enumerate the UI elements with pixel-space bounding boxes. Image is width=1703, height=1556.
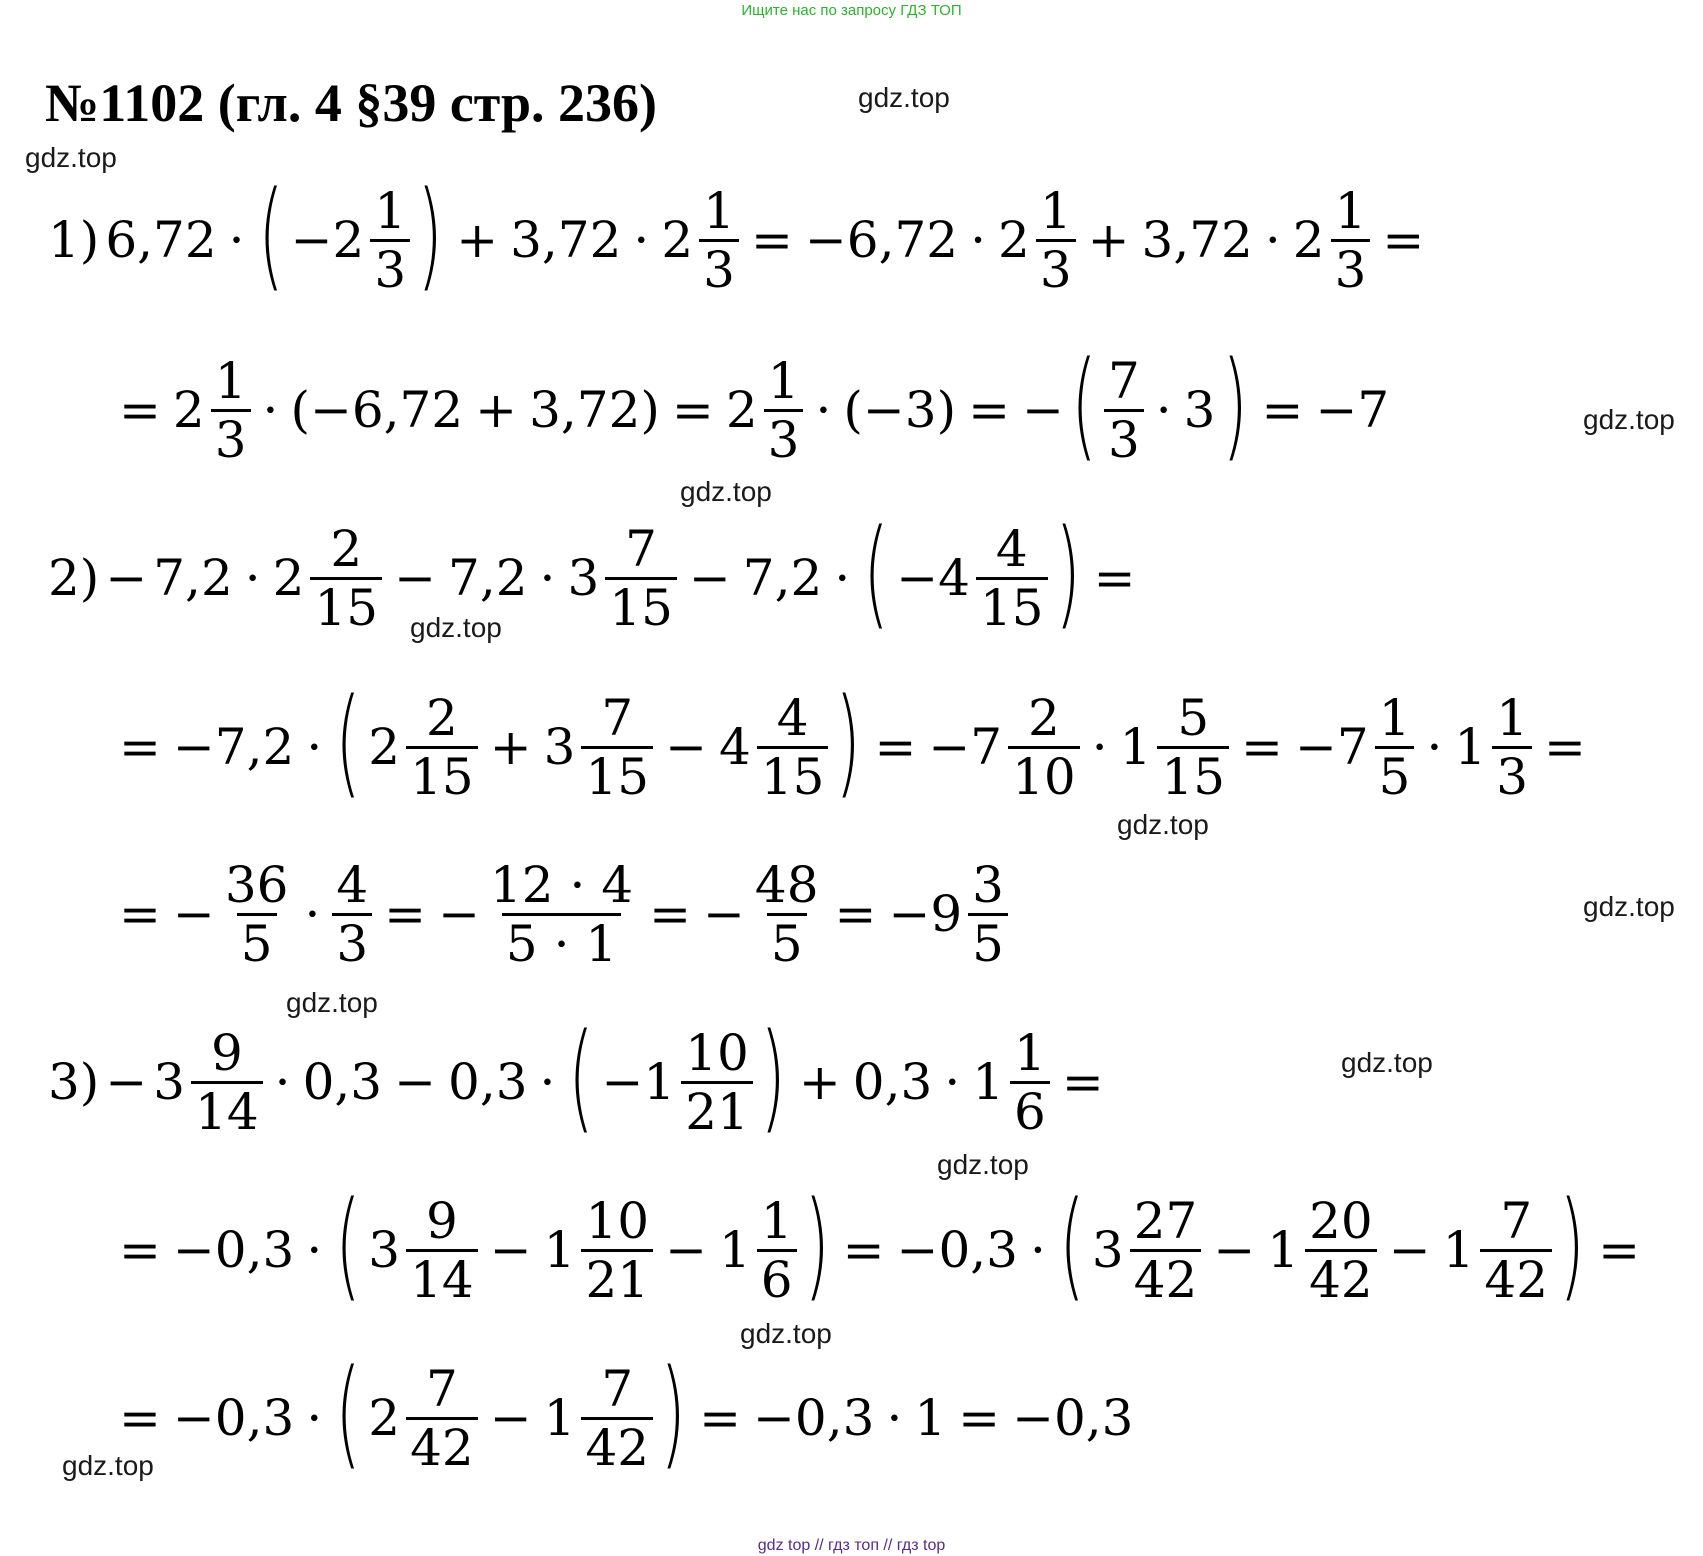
math-term: −7 (928, 718, 1003, 776)
watermark: gdz.top (740, 1318, 832, 1349)
denominator: 3 (1492, 746, 1532, 802)
exercise-heading: №1102 (гл. 4 §39 стр. 236) (45, 73, 658, 133)
numerator: 7 (1107, 351, 1140, 410)
fraction (1010, 1023, 1050, 1141)
math-term: 3 (1183, 381, 1216, 439)
footer-links: gdz top // гдз топ // гдз top (757, 1537, 946, 1554)
math-operator: = (968, 381, 1010, 439)
math-operator: · (274, 1053, 291, 1111)
numerator: 1 (1014, 1023, 1046, 1082)
math-term: 2 (368, 1389, 401, 1447)
math-operator: · (1264, 211, 1281, 269)
math-term: 3,72 (1141, 211, 1253, 269)
denominator: 14 (191, 1081, 263, 1137)
denominator: 10 (1008, 746, 1080, 802)
math-term: − (703, 885, 745, 943)
numerator: 2 (330, 519, 363, 578)
solution-line-1a (45, 165, 1433, 310)
solution-line-2b (110, 672, 1595, 817)
math-term: 6,72 (105, 211, 217, 269)
math-operator: = (750, 211, 793, 269)
math-operator: = (958, 1389, 1001, 1447)
fraction (757, 1191, 797, 1309)
math-parenthesis: ) (1222, 335, 1249, 473)
fraction (1104, 351, 1144, 469)
math-operator: · (1426, 718, 1443, 776)
math-term: 3 (1091, 1221, 1124, 1279)
denominator: 5 (237, 913, 277, 969)
math-term: 1) (48, 211, 100, 269)
denominator: 3 (1331, 239, 1371, 295)
math-operator: + (489, 718, 532, 776)
math-parenthesis: ) (803, 1175, 830, 1313)
denominator: 3 (764, 409, 804, 465)
denominator: 15 (406, 746, 478, 802)
math-operator: − (1388, 1221, 1431, 1279)
math-operator: = (119, 381, 161, 439)
math-operator: = (1261, 381, 1304, 439)
fraction (1492, 688, 1532, 806)
math-term: −0,3 (1012, 1389, 1134, 1447)
numerator: 1 (1039, 181, 1072, 240)
math-term: (−3) (843, 381, 957, 439)
denominator: 3 (699, 239, 739, 295)
math-operator: = (384, 885, 427, 943)
numerator: 9 (210, 1023, 243, 1082)
math-operator: · (944, 1053, 961, 1111)
numerator: 2 (1027, 688, 1060, 747)
numerator: 4 (776, 688, 809, 747)
fraction (370, 181, 410, 299)
fraction (1008, 688, 1080, 806)
fraction (764, 351, 804, 469)
fraction (1305, 1191, 1377, 1309)
math-operator: = (874, 718, 917, 776)
math-term: 2 (272, 549, 305, 607)
numerator: 7 (601, 688, 634, 747)
watermark: gdz.top (410, 612, 502, 643)
math-term: −4 (896, 549, 970, 607)
math-operator: = (1382, 211, 1425, 269)
numerator: 27 (1133, 1191, 1198, 1250)
denominator: 15 (976, 577, 1048, 633)
solution-line-3c (110, 1343, 1136, 1488)
math-operator: = (842, 1221, 885, 1279)
search-hint: Ищите нас по запросу ГДЗ ТОП (741, 2, 962, 19)
math-parenthesis: ) (1054, 503, 1081, 641)
fraction (332, 855, 372, 973)
numerator: 1 (374, 181, 407, 240)
watermark: gdz.top (25, 142, 117, 173)
math-parenthesis: ( (335, 1175, 361, 1313)
math-operator: · (1029, 1221, 1046, 1279)
math-term: −0,3 (172, 1389, 295, 1447)
denominator: 21 (581, 1249, 653, 1305)
math-term: −7,2 (172, 718, 295, 776)
denominator: 15 (757, 746, 829, 802)
numerator: 7 (1500, 1191, 1533, 1250)
math-term: 2 (661, 211, 694, 269)
math-term: 2 (998, 211, 1030, 269)
numerator: 7 (426, 1359, 458, 1418)
math-term: −6,72 (804, 211, 959, 269)
math-operator: = (1544, 718, 1586, 776)
watermark: gdz.top (937, 1149, 1029, 1180)
numerator: 10 (685, 1023, 749, 1082)
numerator: 20 (1309, 1191, 1373, 1250)
numerator: 1 (767, 351, 800, 410)
fraction (681, 1023, 753, 1141)
math-term: 0,3 (302, 1053, 383, 1111)
fraction (221, 855, 293, 973)
denominator: 6 (1010, 1081, 1050, 1137)
denominator: 42 (1480, 1249, 1552, 1305)
fraction (699, 181, 739, 299)
math-term: 2 (1292, 211, 1325, 269)
solution-line-3a (45, 1007, 1113, 1152)
numerator: 5 (1177, 688, 1210, 747)
math-term: − (172, 885, 215, 943)
math-term: 3 (543, 718, 576, 776)
fraction (1375, 688, 1415, 806)
numerator: 3 (972, 855, 1004, 914)
math-parenthesis: ) (1559, 1175, 1585, 1313)
math-operator: · (539, 549, 556, 607)
fraction (1480, 1191, 1552, 1309)
math-term: 4 (718, 718, 751, 776)
watermark: gdz.top (680, 476, 772, 507)
fraction (581, 1359, 653, 1477)
math-term: −0,3 (896, 1221, 1018, 1279)
numerator: 1 (1334, 181, 1367, 240)
math-operator: = (1598, 1221, 1640, 1279)
watermark: gdz.top (1341, 1047, 1433, 1078)
watermark: gdz.top (858, 82, 950, 113)
solution-line-2a (45, 503, 1145, 648)
math-term: 7,2 (153, 549, 233, 607)
math-parenthesis: ) (835, 672, 862, 810)
numerator: 1 (1378, 688, 1411, 747)
numerator: 7 (601, 1359, 634, 1418)
watermark: gdz.top (1583, 891, 1675, 922)
math-operator: · (886, 1389, 903, 1447)
math-parenthesis: ) (660, 1343, 686, 1481)
watermark: gdz.top (1117, 809, 1209, 840)
math-term: 3 (368, 1221, 401, 1279)
solution-line-1b (110, 335, 1392, 480)
numerator: 1 (760, 1191, 793, 1250)
math-operator: · (633, 211, 650, 269)
math-operator: − (394, 1053, 437, 1111)
fraction (976, 519, 1048, 637)
math-term: 1 (543, 1389, 576, 1447)
numerator: 1 (1496, 688, 1529, 747)
math-term: −0,3 (172, 1221, 295, 1279)
fraction (211, 351, 251, 469)
math-term: − (105, 1053, 148, 1111)
denominator: 3 (211, 409, 251, 465)
math-term: −9 (888, 885, 963, 943)
math-parenthesis: ( (335, 1343, 361, 1481)
math-term: 1 (718, 1221, 751, 1279)
math-parenthesis: ) (417, 165, 443, 303)
denominator: 14 (406, 1249, 478, 1305)
math-operator: − (394, 549, 437, 607)
math-term: 1 (1454, 718, 1487, 776)
watermark: gdz.top (286, 987, 378, 1018)
math-operator: + (798, 1053, 841, 1111)
denominator: 15 (1157, 746, 1229, 802)
math-operator: = (119, 718, 161, 776)
math-operator: · (262, 381, 279, 439)
math-parenthesis: ( (335, 672, 361, 810)
math-term: 3) (48, 1053, 100, 1111)
fraction (1331, 181, 1371, 299)
math-term: −1 (601, 1053, 676, 1111)
solution-line-2c (110, 844, 1011, 984)
denominator: 42 (1130, 1249, 1202, 1305)
math-term: 3,72) (529, 381, 660, 439)
math-term: −7 (1315, 381, 1390, 439)
denominator: 15 (581, 746, 653, 802)
fraction (1036, 181, 1076, 299)
denominator: 42 (581, 1417, 653, 1473)
fraction (581, 1191, 653, 1309)
math-operator: + (1087, 211, 1130, 269)
denominator: 42 (1305, 1249, 1377, 1305)
math-term: (−6,72 (290, 381, 464, 439)
math-operator: · (244, 549, 261, 607)
fraction (751, 855, 823, 973)
math-operator: · (306, 718, 323, 776)
fraction (310, 519, 382, 637)
math-operator: · (306, 1389, 323, 1447)
denominator: 15 (310, 577, 382, 633)
math-operator: = (699, 1389, 742, 1447)
fraction (191, 1023, 263, 1141)
math-operator: − (489, 1221, 532, 1279)
math-term: − (438, 885, 480, 943)
math-operator: − (688, 549, 731, 607)
math-term: 1 (972, 1053, 1005, 1111)
math-operator: · (539, 1053, 556, 1111)
numerator: 4 (995, 519, 1028, 578)
math-operator: · (306, 1221, 323, 1279)
numerator: 4 (336, 855, 369, 914)
math-operator: + (456, 211, 499, 269)
math-term: 2 (725, 381, 758, 439)
math-operator: · (834, 549, 851, 607)
numerator: 1 (214, 351, 247, 410)
math-term: 7,2 (742, 549, 823, 607)
watermark: gdz.top (62, 1450, 154, 1481)
numerator: 7 (625, 519, 657, 578)
denominator: 15 (605, 577, 677, 633)
fraction (581, 688, 653, 806)
math-term: −0,3 (753, 1389, 875, 1447)
math-term: − (105, 549, 148, 607)
math-operator: = (1061, 1053, 1104, 1111)
math-term: 1 (543, 1221, 576, 1279)
denominator: 3 (1104, 409, 1144, 465)
numerator: 1 (703, 181, 735, 240)
math-term: 3 (567, 549, 600, 607)
fraction (1157, 688, 1229, 806)
numerator: 36 (224, 855, 289, 914)
fraction (1130, 1191, 1202, 1309)
math-operator: = (119, 885, 161, 943)
math-operator: = (671, 381, 714, 439)
math-term: 2 (368, 718, 401, 776)
fraction (757, 688, 829, 806)
denominator: 21 (681, 1081, 753, 1137)
math-operator: = (119, 1389, 161, 1447)
denominator: 42 (406, 1417, 478, 1473)
denominator: 5 (968, 913, 1008, 969)
math-operator: · (304, 885, 321, 943)
fraction (406, 1359, 478, 1477)
math-parenthesis: ( (863, 503, 889, 641)
math-operator: = (649, 885, 691, 943)
math-term: −7 (1294, 718, 1369, 776)
math-operator: − (489, 1389, 532, 1447)
math-operator: + (475, 381, 518, 439)
denominator: 5 · 1 (502, 913, 621, 969)
math-term: 3 (153, 1053, 186, 1111)
denominator: 3 (370, 239, 410, 295)
math-operator: = (834, 885, 877, 943)
solution-line-3b (110, 1175, 1649, 1320)
math-parenthesis: ( (1071, 335, 1097, 473)
fraction (406, 1191, 478, 1309)
math-operator: · (970, 211, 986, 269)
denominator: 3 (1036, 239, 1076, 295)
math-operator: − (1213, 1221, 1256, 1279)
math-operator: · (228, 211, 245, 269)
fraction (406, 688, 478, 806)
math-term: 2) (48, 549, 100, 607)
math-operator: = (1241, 718, 1283, 776)
math-parenthesis: ( (568, 1007, 595, 1145)
math-term: 1 (914, 1389, 947, 1447)
math-term: 1 (1119, 718, 1152, 776)
numerator: 2 (426, 688, 458, 747)
math-term: 1 (1442, 1221, 1475, 1279)
fraction (486, 855, 637, 973)
numerator: 12 · 4 (489, 855, 634, 914)
math-term: 0,3 (448, 1053, 528, 1111)
math-operator: − (665, 718, 707, 776)
math-operator: = (119, 1221, 161, 1279)
numerator: 10 (585, 1191, 650, 1250)
denominator: 5 (1375, 746, 1415, 802)
math-operator: = (1093, 549, 1136, 607)
watermark: gdz.top (1583, 404, 1675, 435)
math-term: 1 (1267, 1221, 1300, 1279)
fraction (605, 519, 677, 637)
math-operator: · (1155, 381, 1172, 439)
math-term: 2 (172, 381, 205, 439)
math-parenthesis: ( (257, 165, 284, 303)
denominator: 3 (332, 913, 372, 969)
math-operator: − (665, 1221, 707, 1279)
fraction (968, 855, 1008, 973)
math-operator: · (815, 381, 832, 439)
math-operator: · (1091, 718, 1108, 776)
math-term: 7,2 (448, 549, 528, 607)
math-term: 0,3 (852, 1053, 933, 1111)
math-term: 3,72 (510, 211, 622, 269)
math-term: −2 (290, 211, 365, 269)
numerator: 9 (426, 1191, 458, 1250)
denominator: 6 (757, 1249, 797, 1305)
math-parenthesis: ( (1059, 1175, 1085, 1313)
numerator: 48 (754, 855, 819, 914)
denominator: 5 (767, 913, 807, 969)
math-term: − (1022, 381, 1064, 439)
math-parenthesis: ) (760, 1007, 786, 1145)
